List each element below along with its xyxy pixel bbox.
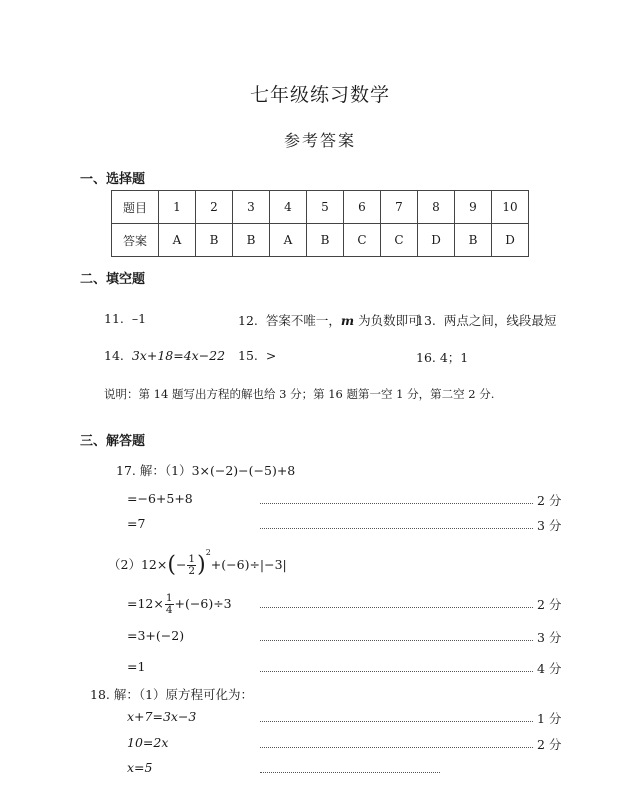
table-cell: 2 (196, 191, 233, 224)
answer-text: 为负数即可 (358, 313, 421, 328)
score-label: 2 分 (537, 597, 562, 612)
answer-text: –1 (131, 311, 147, 326)
question-number: 12. (238, 313, 258, 328)
part-label: （2） (108, 557, 141, 572)
answer-13 (416, 311, 556, 329)
question-number: 15. (238, 348, 258, 363)
section-solutions: 三、解答题 (80, 434, 146, 449)
table-cell: 1 (159, 191, 196, 224)
answer-text: 答案不唯一， (265, 313, 341, 328)
score-label: 2 分 (537, 737, 562, 752)
expression: =12× (127, 596, 164, 612)
table-cell: B (455, 224, 492, 257)
table-cell: B (307, 224, 344, 257)
q18-step2: 10=2x (127, 735, 169, 750)
table-cell: 5 (307, 191, 344, 224)
page-title: 七年级练习数学 (249, 84, 390, 106)
q18-step3: x=5 (127, 760, 153, 775)
table-cell: C (344, 224, 381, 257)
page-subtitle: 参考答案 (283, 131, 356, 150)
table-header-cell: 答案 (112, 224, 159, 257)
q17-heading (116, 461, 295, 479)
table-cell: B (196, 224, 233, 257)
table-cell: C (381, 224, 418, 257)
table-cell: 8 (418, 191, 455, 224)
q17-part2-expression (108, 548, 287, 577)
fraction (165, 593, 174, 616)
dotted-leader (260, 721, 533, 722)
score-label: 2 分 (537, 493, 562, 508)
table-cell: B (233, 224, 270, 257)
dotted-leader (260, 671, 533, 672)
q17-step5: =1 (127, 659, 146, 674)
expression: +(−6)÷3 (174, 596, 232, 612)
section-fill-blank: 二、填空题 (80, 272, 146, 287)
fraction (187, 554, 196, 577)
exponent: 2 (205, 548, 211, 557)
answer-16: 16. 4；1 (416, 350, 469, 365)
expression: +(−6)÷|−3| (210, 557, 287, 572)
table-cell: D (492, 224, 529, 257)
table-row-answers (112, 224, 529, 257)
section-multiple-choice: 一、选择题 (80, 172, 146, 187)
expression: 3×(−2)−(−5)+8 (191, 463, 296, 478)
question-number: 13. (416, 313, 436, 328)
paren-close: ) (197, 552, 206, 578)
table-cell: 7 (381, 191, 418, 224)
q17-step4: =3+(−2) (127, 628, 185, 643)
table-cell: D (418, 224, 455, 257)
answer-11 (104, 311, 146, 326)
q17-step1: =−6+5+8 (127, 491, 193, 506)
table-cell: 4 (270, 191, 307, 224)
denominator: 2 (188, 565, 196, 577)
answer-text: 两点之间，线段最短 (443, 313, 557, 328)
dotted-leader (260, 503, 533, 504)
score-label: 3 分 (537, 630, 562, 645)
dotted-leader (260, 607, 533, 608)
dotted-leader (260, 747, 533, 748)
q17-step3 (127, 593, 232, 616)
expression: 12× (140, 557, 168, 572)
question-number: 11. (104, 311, 124, 326)
table-cell: A (270, 224, 307, 257)
q18-heading: 18. 解：（1）原方程可化为： (90, 687, 254, 702)
choice-answer-table (111, 190, 529, 257)
table-cell: A (159, 224, 196, 257)
answer-text: > (265, 348, 277, 363)
table-cell: 6 (344, 191, 381, 224)
minus-sign: − (175, 557, 187, 572)
dotted-leader (260, 528, 533, 529)
table-row-question-numbers (112, 191, 529, 224)
variable-m: m (340, 313, 355, 328)
paren-open: ( (167, 552, 176, 578)
numerator: 1 (165, 592, 173, 604)
question-label: 17. 解：（1） (116, 463, 192, 478)
denominator: 4 (165, 604, 173, 617)
score-label: 4 分 (537, 661, 562, 676)
answer-12 (238, 311, 421, 329)
q17-step2: =7 (127, 516, 146, 531)
answer-14 (104, 348, 225, 363)
numerator: 1 (188, 552, 196, 565)
question-number: 14. (104, 348, 124, 363)
table-cell: 10 (492, 191, 529, 224)
dotted-leader (260, 772, 440, 773)
answer-15 (238, 348, 276, 363)
answer-text: 3x+18=4x−22 (131, 348, 226, 363)
score-label: 1 分 (537, 711, 562, 726)
scoring-note: 说明：第 14 题写出方程的解也给 3 分；第 16 题第一空 1 分，第二空 2 分. (104, 387, 495, 401)
table-cell: 9 (455, 191, 492, 224)
score-label: 3 分 (537, 518, 562, 533)
table-header-cell: 题目 (112, 191, 159, 224)
table-cell: 3 (233, 191, 270, 224)
dotted-leader (260, 640, 533, 641)
q18-step1: x+7=3x−3 (127, 709, 197, 724)
